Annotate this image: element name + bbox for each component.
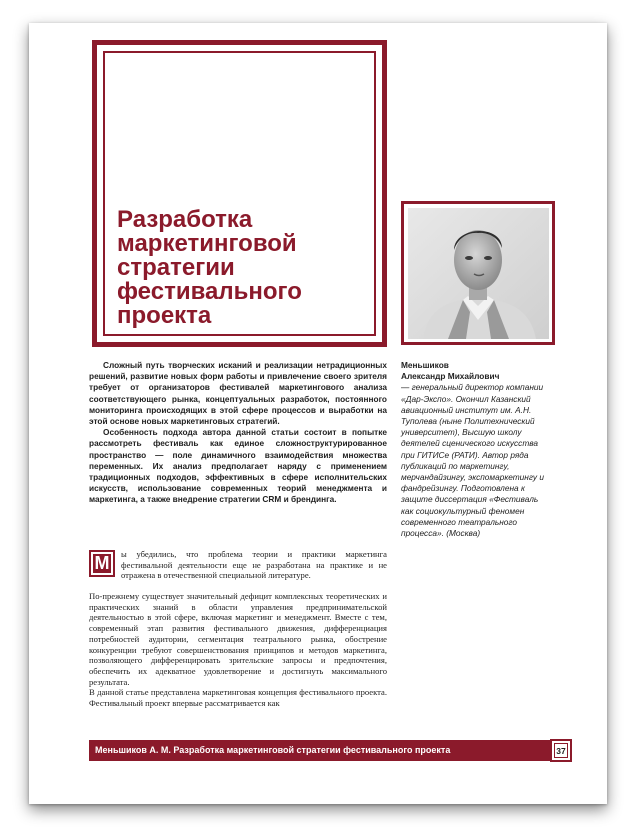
footer-citation: Меньшиков А. М. Разработка маркетинговой стратегии фестивального проекта (95, 745, 451, 755)
lead-paragraph: Сложный путь творческих исканий и реализации нетрадиционных решений, развитие новых форм работы и привлечение своего зрителя требует от организаторов фестивалей маркетингового анализа соответствующего рынка, концептуальных разработок, постоянного мониторинга происходящих в этой сфере процессов и выработки на этой основе новых маркетинговых стратегий. (89, 360, 387, 427)
author-photo-frame (401, 201, 555, 345)
author-info (401, 360, 551, 539)
page-number: 37 (554, 743, 568, 758)
title-frame (92, 40, 387, 347)
author-bio: — генеральный директор компании «Дар-Экспо». Окончил Казанский авиационный институт им. А.Н. Туполева (ныне Политехнический университет), Высшую школу деятелей сценического искусства при ГИТИСе (РАТИ). Автор ряда публикаций по маркетингу, мерчандайзингу, экспомаркетингу и фандрейзингу. Подготовлена к защите диссертация «Фестиваль как социокультурный феномен современного театрального процесса». (Москва) (401, 382, 545, 539)
article-body (89, 591, 387, 709)
body-paragraph: В данной статье представлена маркетинговая концепция фестивального проекта. Фестивальный проект впервые рассматривается как (89, 687, 387, 709)
title-inner-frame (103, 51, 376, 336)
article-title: Разработка маркетинговой стратегии фестивального проекта (117, 206, 302, 329)
drop-cap (89, 550, 115, 577)
portrait-photo-icon (408, 208, 549, 339)
body-first-paragraph: ы убедились, что проблема теории и практики маркетинга фестивальной деятельности еще не разработана на практике и не отражена в отечественной специальной литературе. (121, 549, 387, 581)
footer-citation-bar (89, 740, 559, 761)
author-name: Меньшиков Александр Михайлович (401, 360, 500, 382)
lead-paragraph: Особенность подхода автора данной статьи состоит в попытке рассмотреть фестиваль как единое сложноструктурированное пространство — поле динамичного взаимодействия множества переменных. Их анализ предполагает наряду с применением традиционных подходов, эффективных в сфере исполнительских искусств, использование современных теорий менеджмента и маркетинга, а также внедрение стратегии CRM и брендинга. (89, 427, 387, 505)
article-lead (89, 360, 387, 506)
page-number-box (550, 739, 572, 762)
magazine-page (29, 23, 607, 804)
drop-cap-letter: М (94, 553, 110, 573)
body-paragraph: По-прежнему существует значительный дефицит комплексных теоретических и практических знаний в области управления предпринимательской деятельностью в этой сфере, включая маркетинг и менеджмент. Вместе с тем, современный этап развития фестивального движения, дифференциация потребностей аудитории, сегментация театрального рынка, обострение конкуренции требуют совершенствования принципов и методов маркетинга, позволяющего дифференцировать зрительские запросы и предпочтения, обеспечить их адекватное удовлетворение и достигнуть максимального результата. (89, 591, 387, 687)
